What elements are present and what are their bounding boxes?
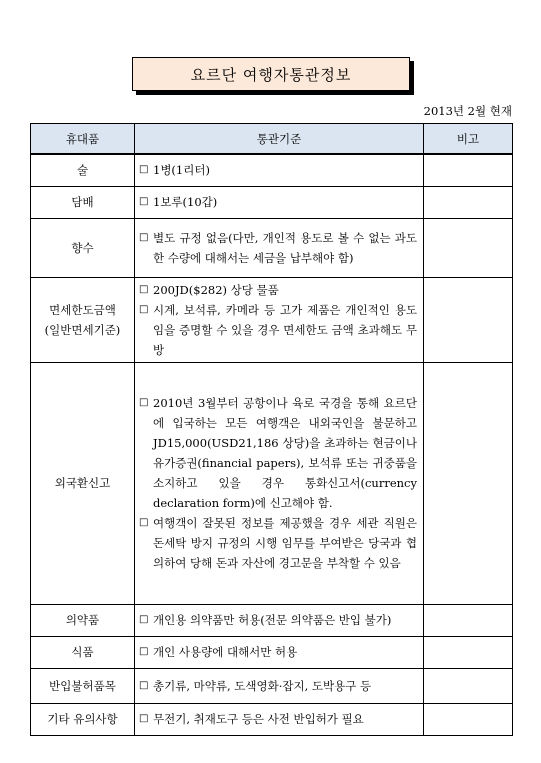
criteria-text: 총기류, 마약류, 도색영화·잡지, 도박용구 등 <box>153 678 372 693</box>
table-row <box>31 604 513 636</box>
criteria-text: 개인 사용량에 대해서만 허용 <box>153 645 298 659</box>
criteria-text: 여행객이 잘못된 정보를 제공했을 경우 세관 직원은 돈세탁 방지 규정의 시행 임무를 부여받은 당국과 협의하여 당해 돈과 자산에 경고문을 부착할 수 있음 <box>153 516 417 570</box>
header-item: 휴대품 <box>31 124 135 155</box>
table-row <box>31 154 513 186</box>
item-cell: 담배 <box>31 186 135 218</box>
criteria-cell <box>135 668 424 703</box>
criteria-text: 개인용 의약품만 허용(전문 의약품은 반입 불가) <box>153 613 392 627</box>
criteria-text: 1보루(10갑) <box>153 195 218 209</box>
criteria-bullet <box>139 192 417 212</box>
criteria-cell <box>135 218 424 277</box>
criteria-cell <box>135 186 424 218</box>
header-criteria: 통관기준 <box>135 124 424 155</box>
page-title: 요르단 여행자통관정보 <box>132 57 410 91</box>
remark-cell <box>424 636 513 668</box>
criteria-cell <box>135 277 424 362</box>
criteria-bullet <box>139 228 417 268</box>
remark-cell <box>424 668 513 703</box>
criteria-bullet <box>139 280 417 300</box>
remark-cell <box>424 362 513 604</box>
criteria-text: 별도 규정 없음(다만, 개인적 용도로 볼 수 없는 과도한 수량에 대해서는 세금을 납부해야 함) <box>153 230 417 265</box>
criteria-text: 무전기, 취재도구 등은 사전 반입허가 필요 <box>153 712 364 726</box>
table-row <box>31 277 513 362</box>
remark-cell <box>424 277 513 362</box>
hollow-square-bullet-icon: □ <box>139 646 149 657</box>
table-row <box>31 668 513 703</box>
item-cell: 술 <box>31 154 135 186</box>
criteria-text: 2010년 3월부터 공항이나 육로 국경을 통해 요르단에 입국하는 모든 여행객은 내외국인을 불문하고 JD15,000(USD21,186 상당)을 초과하는 현금이나 유가증권(financial papers), 보석류 또는 귀중품을 소지하고 있을 경우 통화신고서(currency declaration form)에 신고해야 함. <box>153 396 417 510</box>
hollow-square-bullet-icon: □ <box>139 283 149 295</box>
hollow-square-bullet-icon: □ <box>139 713 149 724</box>
item-cell: 식품 <box>31 636 135 668</box>
criteria-bullet <box>139 676 417 696</box>
hollow-square-bullet-icon: □ <box>139 517 149 528</box>
remark-cell <box>424 604 513 636</box>
table-row <box>31 636 513 668</box>
hollow-square-bullet-icon: □ <box>139 231 149 243</box>
remark-cell <box>424 703 513 735</box>
criteria-text: 시계, 보석류, 카메라 등 고가 제품은 개인적인 용도임을 증명할 수 있을 경우 면세한도 금액 초과해도 무방 <box>153 302 417 357</box>
table-row <box>31 703 513 735</box>
criteria-bullet <box>139 160 417 180</box>
criteria-bullet <box>139 642 417 662</box>
remark-cell <box>424 186 513 218</box>
hollow-square-bullet-icon: □ <box>139 397 149 408</box>
table-row <box>31 362 513 604</box>
criteria-cell <box>135 604 424 636</box>
hollow-square-bullet-icon: □ <box>139 679 149 691</box>
criteria-cell <box>135 636 424 668</box>
date-note: 2013년 2월 현재 <box>423 104 512 118</box>
hollow-square-bullet-icon: □ <box>139 303 149 315</box>
remark-cell <box>424 218 513 277</box>
criteria-bullet <box>139 709 417 729</box>
criteria-cell <box>135 362 424 604</box>
header-remarks: 비고 <box>424 124 513 155</box>
table-row <box>31 218 513 277</box>
hollow-square-bullet-icon: □ <box>139 196 149 207</box>
item-cell: 면세한도금액 (일반면세기준) <box>31 277 135 362</box>
criteria-bullet <box>139 513 417 573</box>
item-cell: 기타 유의사항 <box>31 703 135 735</box>
table-header-row <box>31 124 513 155</box>
hollow-square-bullet-icon: □ <box>139 164 149 176</box>
criteria-bullet <box>139 610 417 630</box>
customs-table <box>30 123 513 736</box>
criteria-cell <box>135 703 424 735</box>
criteria-text: 1병(1리터) <box>153 163 210 178</box>
criteria-bullet <box>139 300 417 360</box>
item-cell: 반입불허품목 <box>31 668 135 703</box>
criteria-cell <box>135 154 424 186</box>
criteria-bullet <box>139 393 417 513</box>
criteria-text: 200JD($282) 상당 물품 <box>153 282 279 297</box>
hollow-square-bullet-icon: □ <box>139 614 149 625</box>
item-cell: 외국환신고 <box>31 362 135 604</box>
remark-cell <box>424 154 513 186</box>
table-row <box>31 186 513 218</box>
item-cell: 의약품 <box>31 604 135 636</box>
item-cell: 향수 <box>31 218 135 277</box>
